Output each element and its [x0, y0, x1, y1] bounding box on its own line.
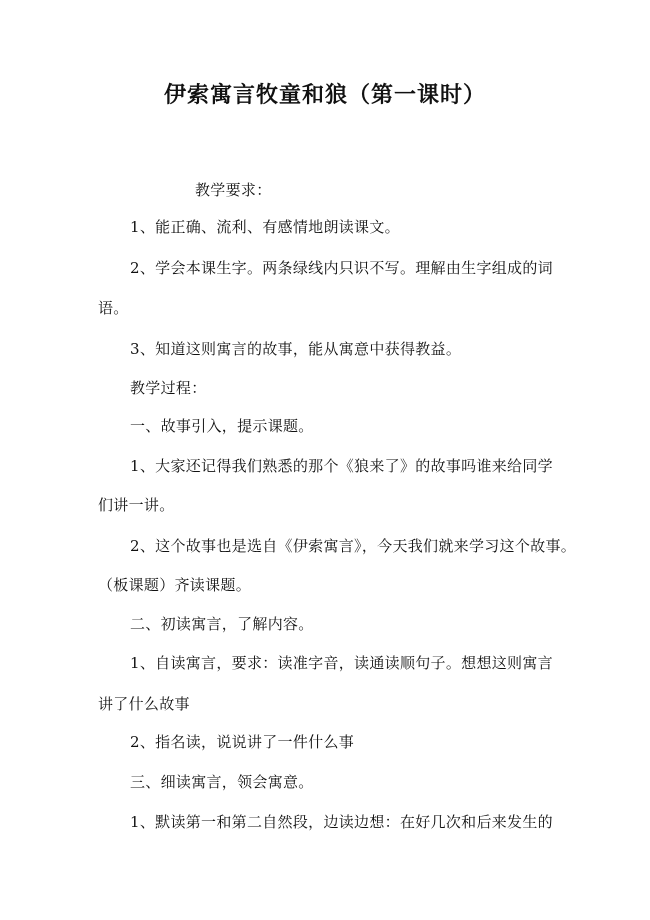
paragraph-line: 1、大家还记得我们熟悉的那个《狼来了》的故事吗谁来给同学 — [130, 457, 553, 475]
document-title: 伊索寓言牧童和狼（第一课时） — [163, 82, 486, 108]
section-heading: 一、故事引入，提示课题。 — [130, 417, 314, 435]
requirement-item: 3、知道这则寓言的故事，能从寓意中获得教益。 — [130, 340, 462, 358]
paragraph-line: 1、默读第一和第二自然段，边读边想：在好几次和后来发生的 — [130, 813, 553, 831]
paragraph-line-continuation: （板课题）齐读课题。 — [98, 576, 252, 594]
requirement-item: 1、能正确、流利、有感情地朗读课文。 — [130, 218, 400, 236]
paragraph-line: 1、自读寓言，要求：读准字音，读通读顺句子。想想这则寓言 — [130, 654, 553, 672]
paragraph-line-continuation: 们讲一讲。 — [98, 496, 175, 514]
section-heading: 三、细读寓言，领会寓意。 — [130, 773, 314, 791]
process-heading: 教学过程： — [130, 379, 207, 397]
requirement-item-continuation: 语。 — [98, 299, 129, 317]
paragraph-line: 2、这个故事也是选自《伊索寓言》，今天我们就来学习这个故事。 — [130, 537, 577, 555]
requirements-heading: 教学要求： — [195, 181, 272, 199]
paragraph-line: 2、指名读，说说讲了一件什么事 — [130, 733, 355, 751]
requirement-item: 2、学会本课生字。两条绿线内只识不写。理解由生字组成的词 — [130, 259, 553, 277]
section-heading: 二、初读寓言，了解内容。 — [130, 615, 314, 633]
paragraph-line-continuation: 讲了什么故事 — [98, 695, 190, 713]
